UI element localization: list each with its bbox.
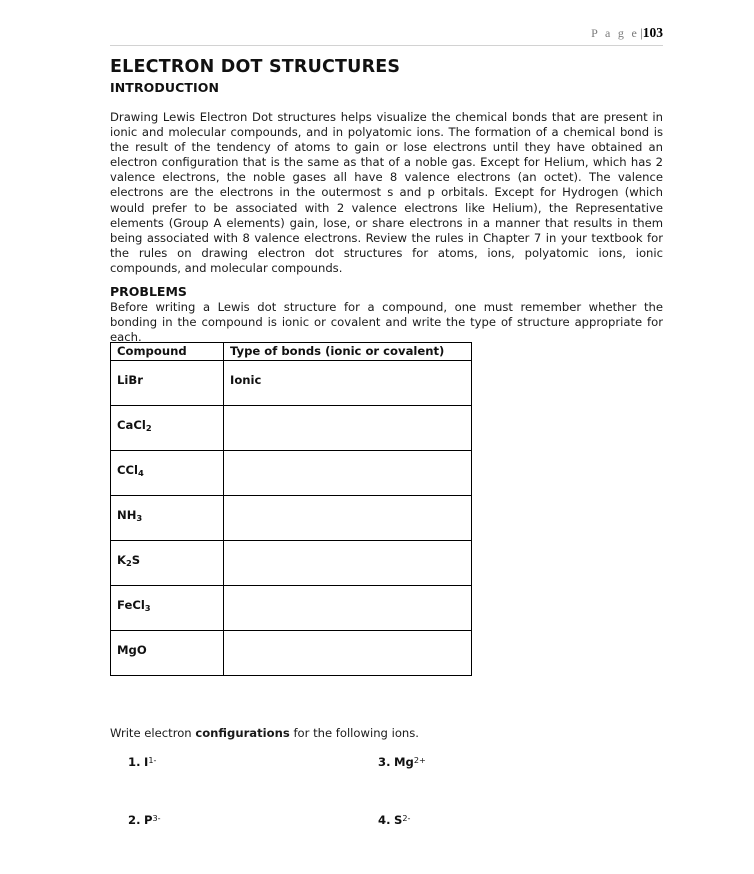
problems-instructions: Before writing a Lewis dot structure for a compound, one must remember whether the bonding in the compound is ionic or covalent and write the type of structure appropriate for each. — [110, 300, 663, 345]
table-row — [111, 586, 472, 631]
compound-formula — [111, 451, 223, 477]
configurations-prompt-pre: Write electron — [110, 726, 196, 740]
bond-type-value — [224, 496, 471, 508]
formula-base: CaCl — [117, 418, 146, 432]
compound-formula — [111, 496, 223, 522]
ion-item-3 — [378, 755, 426, 769]
page-label: P a g e — [591, 26, 640, 40]
bond-type-value — [224, 406, 471, 418]
table-row — [111, 406, 472, 451]
table-row — [111, 451, 472, 496]
ion-symbol-1: I — [144, 755, 149, 769]
compound-bond-table — [110, 342, 472, 676]
section-heading-introduction: INTRODUCTION — [110, 80, 220, 95]
bond-type-value — [224, 451, 471, 463]
ion-number-1: 1. — [128, 755, 141, 769]
cell-compound — [111, 451, 224, 496]
column-header-bond-type: Type of bonds (ionic or covalent) — [224, 343, 472, 361]
formula-subscript: 3 — [136, 513, 143, 524]
ion-item-1 — [128, 755, 156, 769]
formula-subscript: 2 — [145, 423, 152, 434]
cell-compound — [111, 541, 224, 586]
ion-symbol-2: P — [144, 813, 153, 827]
cell-bond-type[interactable] — [224, 361, 472, 406]
formula-subscript: 3 — [144, 603, 151, 614]
cell-compound — [111, 631, 224, 676]
running-header — [110, 26, 663, 41]
bond-type-value: Ionic — [230, 373, 262, 387]
configurations-prompt — [110, 726, 419, 740]
page-title: ELECTRON DOT STRUCTURES — [110, 57, 401, 77]
table-row — [111, 631, 472, 676]
ion-number-2: 2. — [128, 813, 141, 827]
cell-bond-type[interactable] — [224, 451, 472, 496]
column-header-compound: Compound — [111, 343, 224, 361]
bond-type-value — [224, 541, 471, 553]
ion-number-3: 3. — [378, 755, 391, 769]
formula-base: MgO — [117, 643, 147, 657]
formula-base: CCl — [117, 463, 138, 477]
formula-base: K — [117, 553, 126, 567]
configurations-prompt-bold: configurations — [195, 726, 290, 740]
configurations-prompt-post: for the following ions. — [289, 726, 419, 740]
table-row — [111, 496, 472, 541]
ion-symbol-3: Mg — [394, 755, 414, 769]
cell-bond-type[interactable] — [224, 406, 472, 451]
ion-charge-1: 1- — [148, 754, 157, 765]
formula-tail: S — [131, 553, 141, 567]
cell-compound — [111, 406, 224, 451]
cell-compound — [111, 586, 224, 631]
table-row — [111, 361, 472, 406]
compound-formula — [111, 541, 223, 567]
ion-number-4: 4. — [378, 813, 391, 827]
compound-formula — [111, 361, 223, 387]
introduction-paragraph: Drawing Lewis Electron Dot structures helps visualize the chemical bonds that are present in ionic and molecular compounds, and in polyatomic ions. The formation of a chemical bond is the result of the tendency of atoms to gain or lose electrons until they have obtained an electron configuration that is the same as that of a noble gas. Except for Helium, which has 2 valence electrons, the noble gases all have 8 valence electrons (an octet). The valence electrons are the electrons in the outermost s and p orbitals. Except for Hydrogen (which would prefer to be associated with 2 valence electrons like Helium), the Representative elements (Group A elements) gain, lose, or share electrons in a manner that results in them being associated with 8 valence electrons. Review the rules in Chapter 7 in your textbook for the rules on drawing electron dot structures for atoms, ions, polyatomic ions, ionic compounds, and molecular compounds. — [110, 110, 663, 275]
ion-item-2 — [128, 813, 161, 827]
cell-bond-type[interactable] — [224, 631, 472, 676]
cell-compound — [111, 361, 224, 406]
compound-formula — [111, 586, 223, 612]
compound-formula — [111, 406, 223, 432]
cell-bond-type[interactable] — [224, 586, 472, 631]
page-separator: | — [640, 25, 643, 40]
formula-subscript: 2 — [125, 558, 132, 569]
formula-base: FeCl — [117, 598, 145, 612]
ion-charge-4: 2- — [402, 812, 411, 823]
bond-type-value — [224, 586, 471, 598]
ion-charge-2: 3- — [152, 812, 161, 823]
table-row — [111, 541, 472, 586]
cell-compound — [111, 496, 224, 541]
formula-base: NH — [117, 508, 137, 522]
ion-symbol-4: S — [394, 813, 403, 827]
header-divider — [110, 45, 663, 46]
bond-type-value — [224, 631, 471, 643]
table-body — [111, 361, 472, 676]
section-heading-problems: PROBLEMS — [110, 284, 187, 299]
cell-bond-type[interactable] — [224, 541, 472, 586]
page-number: 103 — [642, 25, 663, 40]
ion-item-4 — [378, 813, 410, 827]
formula-base: LiBr — [117, 373, 143, 387]
compound-formula — [111, 631, 223, 657]
table-header-row — [111, 343, 472, 361]
ion-charge-3: 2+ — [413, 754, 426, 765]
formula-subscript: 4 — [138, 468, 144, 479]
cell-bond-type[interactable] — [224, 496, 472, 541]
